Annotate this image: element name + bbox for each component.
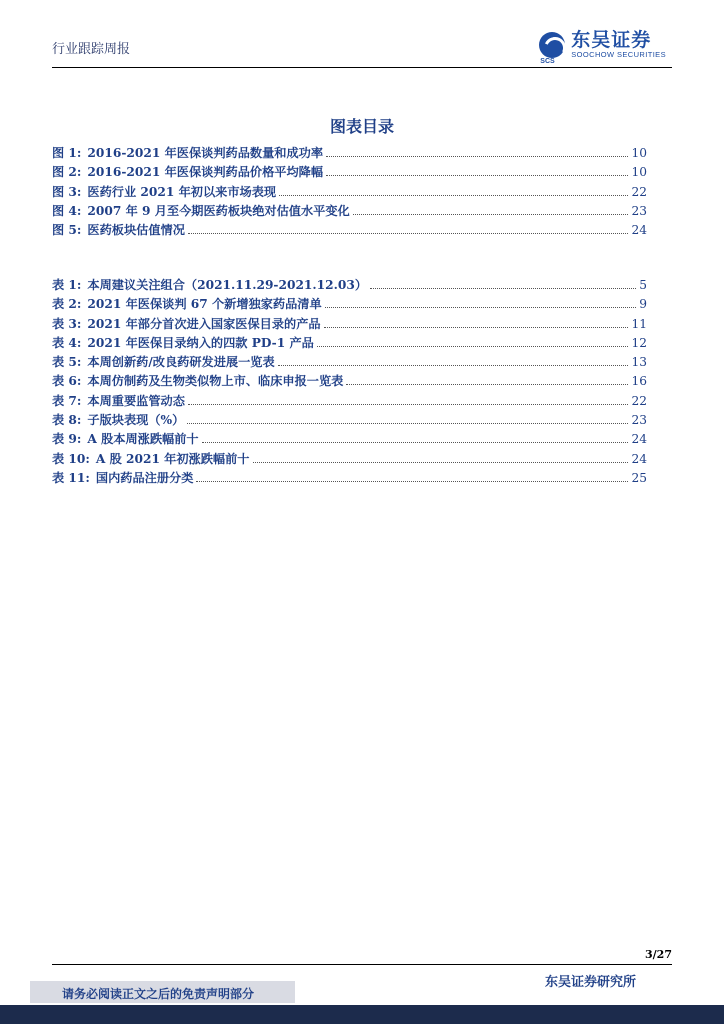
toc-leader xyxy=(325,306,637,308)
disclaimer-text: 请务必阅读正文之后的免责声明部分 xyxy=(62,987,255,1001)
toc-entry-label: 表 4: xyxy=(52,335,82,350)
toc-entry-page: 23 xyxy=(631,413,647,428)
company-logo xyxy=(539,29,666,65)
toc-entry-text: 医药行业 2021 年初以来市场表现 xyxy=(87,184,277,199)
toc-entry-page: 10 xyxy=(631,146,647,160)
footer-band xyxy=(0,1005,724,1024)
toc-leader xyxy=(353,213,629,215)
toc-leader xyxy=(346,383,628,385)
toc-entry-text: 子版块表现（%） xyxy=(87,413,185,428)
toc-entry-page: 13 xyxy=(631,355,647,370)
toc-entry-label: 表 7: xyxy=(52,393,82,408)
toc-entry-table-11[interactable] xyxy=(52,469,647,488)
table-list xyxy=(52,276,647,488)
toc-leader xyxy=(188,403,629,405)
toc-entry-table-10[interactable] xyxy=(52,450,647,469)
toc-leader xyxy=(326,155,628,157)
figure-list xyxy=(52,144,647,240)
toc-entry-text: A 股 2021 年初涨跌幅前十 xyxy=(95,451,250,466)
toc-entry-table-3[interactable] xyxy=(52,315,647,334)
toc-entry-table-5[interactable] xyxy=(52,353,647,372)
toc-entry-table-9[interactable] xyxy=(52,430,647,449)
toc-entry-label: 表 6: xyxy=(52,374,82,389)
toc-leader xyxy=(278,364,629,366)
toc-entry-page: 24 xyxy=(631,223,647,238)
toc-leader xyxy=(196,480,628,482)
toc-entry-text: 国内药品注册分类 xyxy=(95,470,194,485)
toc-title: 图表目录 xyxy=(329,117,394,136)
toc-entry-text: 2007 年 9 月至今期医药板块绝对估值水平变化 xyxy=(87,203,350,218)
toc-entry-text: A 股本周涨跌幅前十 xyxy=(87,432,199,447)
toc-entry-table-1[interactable] xyxy=(52,276,647,295)
toc-entry-text: 2021 年医保谈判 67 个新增独家药品清单 xyxy=(87,297,322,312)
toc-leader xyxy=(187,422,628,424)
toc-entry-label: 表 2: xyxy=(52,297,82,312)
toc-entry-page: 24 xyxy=(631,432,647,447)
toc-entry-page: 10 xyxy=(631,165,647,180)
toc-leader xyxy=(202,441,629,443)
toc-entry-page: 22 xyxy=(631,184,647,199)
toc-entry-page: 5 xyxy=(639,278,647,292)
toc-entry-label: 表 3: xyxy=(52,316,82,331)
toc-entry-table-2[interactable] xyxy=(52,295,647,314)
toc-entry-table-7[interactable] xyxy=(52,392,647,411)
report-type: 行业跟踪周报 xyxy=(52,42,131,57)
toc-entry-table-8[interactable] xyxy=(52,411,647,430)
logo-name-cn: 东吴证券 xyxy=(571,29,652,51)
toc-entry-label: 表 8: xyxy=(52,413,82,428)
toc-entry-table-6[interactable] xyxy=(52,372,647,391)
toc-leader xyxy=(324,326,629,328)
footer-organization: 东吴证券研究所 xyxy=(544,975,636,990)
toc-entry-figure-5[interactable] xyxy=(52,221,647,240)
page-number: 3/27 xyxy=(645,948,672,961)
toc-entry-text: 2021 年医保目录纳入的四款 PD-1 产品 xyxy=(87,335,314,350)
toc-entry-page: 25 xyxy=(631,470,647,485)
toc-entry-label: 表 11: xyxy=(52,470,90,485)
toc-entry-page: 23 xyxy=(631,203,647,218)
toc-entry-text: 2016-2021 年医保谈判药品数量和成功率 xyxy=(87,146,324,160)
toc-entry-page: 16 xyxy=(631,374,647,389)
toc-entry-label: 图 5: xyxy=(52,223,82,238)
toc-entry-label: 图 4: xyxy=(52,203,82,218)
toc-entry-page: 12 xyxy=(631,335,647,350)
toc-entry-figure-4[interactable] xyxy=(52,202,647,221)
toc-entry-label: 表 1: xyxy=(52,278,82,292)
header-divider xyxy=(52,67,672,68)
toc-entry-text: 医药板块估值情况 xyxy=(87,223,185,238)
toc-entry-text: 2021 年部分首次进入国家医保目录的产品 xyxy=(87,316,321,331)
toc-entry-text: 本周仿制药及生物类似物上市、临床申报一览表 xyxy=(87,374,344,389)
toc-entry-text: 本周重要监管动态 xyxy=(87,393,185,408)
toc-entry-figure-1[interactable] xyxy=(52,144,647,163)
toc-leader xyxy=(253,461,629,463)
toc-entry-text: 本周建议关注组合（2021.11.29-2021.12.03） xyxy=(87,278,368,292)
toc-entry-text: 本周创新药/改良药研发进展一览表 xyxy=(87,355,275,370)
toc-entry-table-4[interactable] xyxy=(52,334,647,353)
footer-divider xyxy=(52,964,672,965)
toc-entry-label: 图 3: xyxy=(52,184,82,199)
toc-entry-figure-3[interactable] xyxy=(52,183,647,202)
toc-leader xyxy=(317,345,629,347)
toc-entry-page: 22 xyxy=(631,393,647,408)
toc-leader xyxy=(279,194,628,196)
toc-entry-label: 表 9: xyxy=(52,432,82,447)
toc-leader xyxy=(370,287,636,289)
toc-leader xyxy=(188,232,629,234)
toc-entry-page: 9 xyxy=(639,297,647,312)
toc-entry-page: 11 xyxy=(631,316,647,331)
toc-entry-text: 2016-2021 年医保谈判药品价格平均降幅 xyxy=(87,165,324,180)
toc-entry-page: 24 xyxy=(631,451,647,466)
toc-entry-label: 图 2: xyxy=(52,165,82,180)
toc-entry-label: 表 10: xyxy=(52,451,90,466)
toc-entry-figure-2[interactable] xyxy=(52,163,647,182)
logo-icon xyxy=(539,32,565,65)
logo-name-en: SOOCHOW SECURITIES xyxy=(571,50,666,59)
toc-entry-label: 图 1: xyxy=(52,146,82,160)
toc-entry-label: 表 5: xyxy=(52,355,82,370)
logo-abbr: SCS xyxy=(540,58,555,65)
toc-leader xyxy=(326,174,628,176)
